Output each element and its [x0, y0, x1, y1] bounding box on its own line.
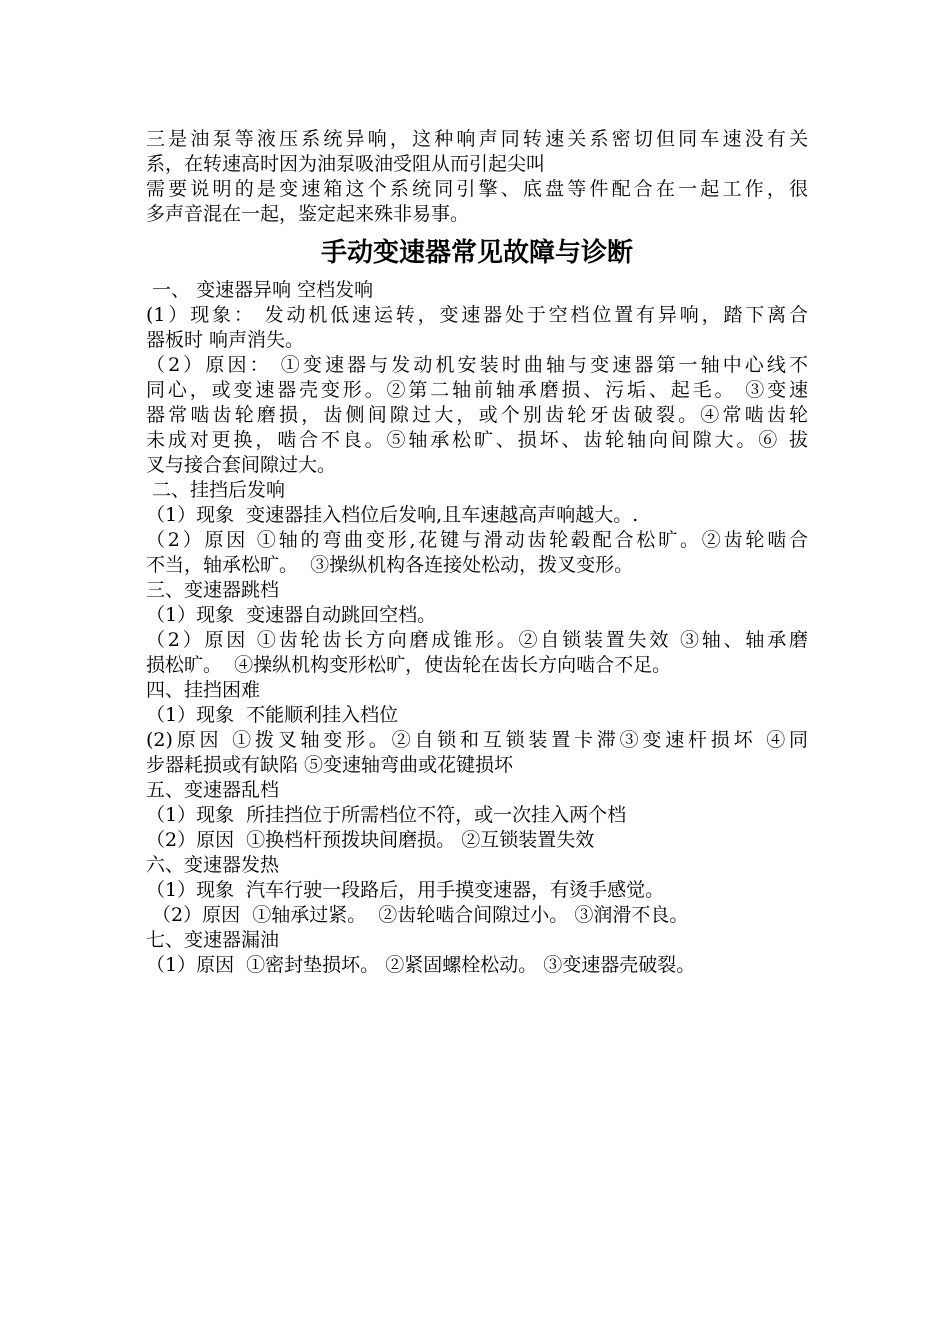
- text-line: 三是油泵等液压系统异响，这种响声同转速关系密切但同车速没有关: [146, 128, 808, 150]
- text-line: （2）原因 ①齿轮齿长方向磨成锥形。②自锁装置失效 ③轴、轴承磨: [146, 629, 808, 651]
- text-line: (1）现象： 发动机低速运转，变速器处于空档位置有异响，踏下离合: [146, 304, 808, 326]
- section-7: [146, 928, 808, 978]
- text-line: （2）原因： ①变速器与发动机安装时曲轴与变速器第一轴中心线不: [146, 354, 808, 376]
- section-6: [146, 853, 808, 928]
- intro-paragraph-2: [146, 177, 808, 227]
- text-line: （1）现象 变速器自动跳回空档。: [146, 604, 437, 626]
- section-heading: 二、挂挡后发响: [146, 479, 286, 501]
- section-2: [146, 478, 808, 578]
- section-heading: 三、变速器跳档: [146, 579, 280, 601]
- section-1: [146, 278, 808, 478]
- section-heading: 七、变速器漏油: [146, 929, 280, 951]
- section-3: [146, 578, 808, 678]
- text-line: 步器耗损或有缺陷 ⑤变速轴弯曲或花键损坏: [146, 754, 514, 776]
- text-line: （1）现象 所挂挡位于所需档位不符，或一次挂入两个档: [146, 804, 627, 826]
- document-page: [146, 127, 808, 978]
- text-line: （1）原因 ①密封垫损坏。 ②紧固螺栓松动。 ③变速器壳破裂。: [146, 954, 696, 976]
- text-line: 需要说明的是变速箱这个系统同引擎、底盘等件配合在一起工作，很: [146, 178, 808, 200]
- text-line: （1）现象 不能顺利挂入档位: [146, 704, 399, 726]
- text-line: （1）现象 变速器挂入档位后发响,且车速越高声响越大。.: [146, 504, 639, 526]
- text-line: 损松旷。 ④操纵机构变形松旷，使齿轮在齿长方向啮合不足。: [146, 654, 672, 676]
- text-line: 不当，轴承松旷。 ③操纵机构各连接处松动，拨叉变形。: [146, 554, 634, 576]
- text-line: （2）原因 ①轴的弯曲变形,花键与滑动齿轮毂配合松旷。②齿轮啮合: [146, 529, 808, 551]
- text-line: 系，在转速高时因为油泵吸油受阻从而引起尖叫: [146, 153, 546, 175]
- intro-paragraph-1: [146, 127, 808, 177]
- section-heading: 五、变速器乱档: [146, 779, 280, 801]
- text-line: 同心，或变速器壳变形。②第二轴前轴承磨损、污垢、起毛。 ③变速: [146, 379, 808, 401]
- text-line: 器板时 响声消失。: [146, 329, 305, 351]
- section-4: [146, 678, 808, 778]
- text-line: 叉与接合套间隙过大。: [146, 454, 337, 476]
- text-line: 多声音混在一起，鉴定起来殊非易事。: [146, 203, 470, 225]
- text-line: 未成对更换，啮合不良。⑤轴承松旷、损坏、齿轮轴向间隙大。⑥ 拔: [146, 429, 808, 451]
- text-line: (2)原因 ①拨叉轴变形。②自锁和互锁装置卡滞③变速杆损坏 ④同: [146, 729, 808, 751]
- section-heading: 六、变速器发热: [146, 854, 280, 876]
- section-heading: 一、 变速器异响 空档发响: [146, 279, 374, 301]
- text-line: （2）原因 ①换档杆预拨块间磨损。 ②互锁装置失效: [146, 829, 595, 851]
- text-line: （1）现象 汽车行驶一段路后，用手摸变速器，有烫手感觉。: [146, 879, 665, 901]
- section-5: [146, 778, 808, 853]
- document-title: 手动变速器常见故障与诊断: [320, 238, 633, 268]
- text-line: （2）原因 ①轴承过紧。 ②齿轮啮合间隙过小。 ③润滑不良。: [146, 904, 689, 926]
- text-line: 器常啮齿轮磨损，齿侧间隙过大，或个别齿轮牙齿破裂。④常啮齿轮: [146, 404, 808, 426]
- section-heading: 四、挂挡困难: [146, 679, 261, 701]
